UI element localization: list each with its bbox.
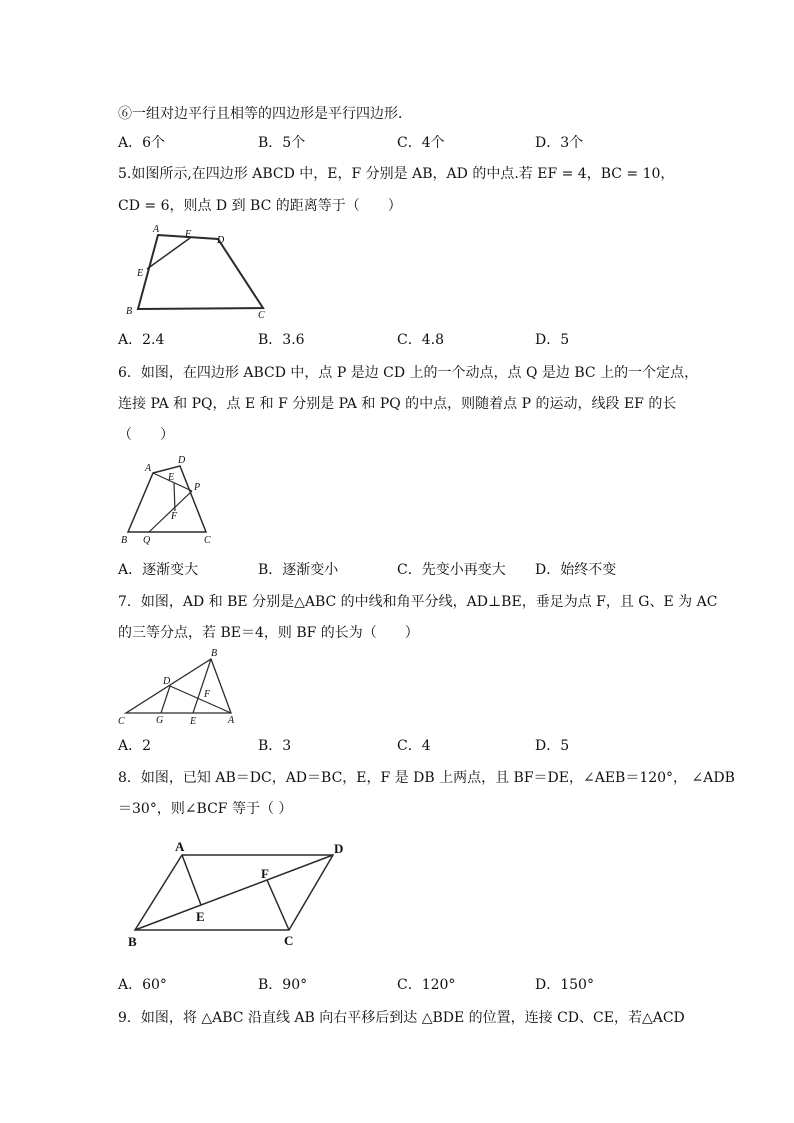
q7-label-a: A — [228, 715, 235, 726]
q6-label-p: P — [194, 482, 201, 493]
q7-label-b: B — [211, 648, 218, 659]
q8-segment-ae — [182, 855, 201, 905]
q9-question-line-1: 9．如图，将 △ABC 沿直线 AB 向右平移后到达 △BDE 的位置，连接 CD、CE，若△ACD — [118, 1010, 685, 1026]
q5-option-c[interactable]: C．4.8 — [397, 332, 444, 348]
q8-option-c[interactable]: C．120° — [397, 977, 456, 993]
q6-option-b[interactable]: B．逐渐变小 — [258, 562, 339, 578]
q7-option-a[interactable]: A．2 — [118, 738, 152, 754]
q8-segment-cf — [267, 880, 289, 930]
q6-segment-ef — [174, 483, 175, 511]
q7-label-d: D — [163, 676, 171, 687]
q8-label-f: F — [261, 866, 269, 881]
q6-figure — [118, 450, 228, 550]
q5-label-e: E — [137, 268, 144, 279]
q4-option-d[interactable]: D．3个 — [535, 135, 584, 151]
q7-figure — [118, 646, 248, 728]
q7-option-d[interactable]: D．5 — [535, 738, 570, 754]
q7-question-line-1: 7．如图，AD 和 BE 分别是△ABC 的中线和角平分线，AD⊥BE，垂足为点 F，且 G、E 为 AC — [118, 594, 718, 610]
q5-label-f: F — [185, 229, 192, 240]
q5-option-a[interactable]: A．2.4 — [118, 332, 165, 348]
q7-option-c[interactable]: C．4 — [397, 738, 431, 754]
q8-label-e: E — [196, 909, 205, 924]
q6-label-c: C — [204, 535, 211, 546]
q8-diagonal-bd — [135, 855, 333, 930]
q6-label-d: D — [178, 455, 186, 466]
q7-label-e: E — [190, 716, 197, 727]
q4-statement-6: ⑥一组对边平行且相等的四边形是平行四边形． — [118, 106, 412, 122]
q5-option-d[interactable]: D．5 — [535, 332, 570, 348]
q6-option-a[interactable]: A．逐渐变大 — [118, 562, 199, 578]
q6-option-d[interactable]: D．始终不变 — [535, 562, 617, 578]
q8-option-b[interactable]: B．90° — [258, 977, 308, 993]
q5-figure — [118, 222, 278, 322]
q6-option-c[interactable]: C．先变小再变大 — [397, 562, 506, 578]
q5-label-b: B — [126, 306, 133, 317]
q6-label-e: E — [168, 472, 175, 483]
q6-label-f: F — [171, 511, 178, 522]
q5-label-c: C — [258, 310, 265, 321]
q6-question-line-2: 连接 PA 和 PQ，点 E 和 F 分别是 PA 和 PQ 的中点，则随着点 P 的运动，线段 EF 的长 — [118, 396, 677, 412]
q7-label-g: G — [156, 715, 164, 726]
q8-question-line-2: ＝30°，则∠BCF 等于（ ） — [118, 801, 293, 817]
q8-figure — [118, 836, 358, 956]
q8-label-a: A — [175, 839, 185, 854]
q8-option-d[interactable]: D．150° — [535, 977, 594, 993]
q7-triangle-abc — [126, 659, 231, 713]
q4-option-b[interactable]: B．5个 — [258, 135, 306, 151]
q7-option-b[interactable]: B．3 — [258, 738, 292, 754]
q5-label-d: D — [217, 235, 225, 246]
q6-label-a: A — [145, 463, 152, 474]
q6-question-line-3: （ ） — [118, 427, 174, 443]
q4-option-c[interactable]: C．4个 — [397, 135, 445, 151]
q7-question-line-2: 的三等分点，若 BE＝4，则 BF 的长为（ ） — [118, 625, 419, 641]
q6-quadrilateral-abcd — [128, 466, 206, 532]
q8-label-b: B — [128, 934, 137, 949]
q7-label-f: F — [204, 689, 211, 700]
q6-label-q: Q — [143, 535, 151, 546]
q5-quadrilateral-abcd — [138, 235, 263, 309]
q7-label-c: C — [118, 716, 125, 727]
q5-question-line-1: 5.如图所示,在四边形 ABCD 中，E，F 分别是 AB，AD 的中点.若 EF = 4，BC = 10， — [118, 166, 675, 182]
q8-label-d: D — [334, 841, 344, 856]
q7-segment-be — [193, 659, 211, 713]
q8-question-line-1: 8．如图，已知 AB＝DC，AD＝BC，E，F 是 DB 上两点，且 BF＝DE，∠AEB＝120°， ∠ADB — [118, 770, 735, 786]
q6-label-b: B — [121, 535, 128, 546]
q5-label-a: A — [153, 224, 160, 235]
q8-option-a[interactable]: A．60° — [118, 977, 167, 993]
q5-question-line-2: CD = 6，则点 D 到 BC 的距离等于（ ） — [118, 198, 402, 214]
q6-question-line-1: 6．如图，在四边形 ABCD 中，点 P 是边 CD 上的一个动点，点 Q 是边 BC 上的一个定点， — [118, 365, 699, 381]
q8-label-c: C — [284, 933, 294, 948]
q5-option-b[interactable]: B．3.6 — [258, 332, 305, 348]
q4-option-a[interactable]: A．6个 — [118, 135, 166, 151]
